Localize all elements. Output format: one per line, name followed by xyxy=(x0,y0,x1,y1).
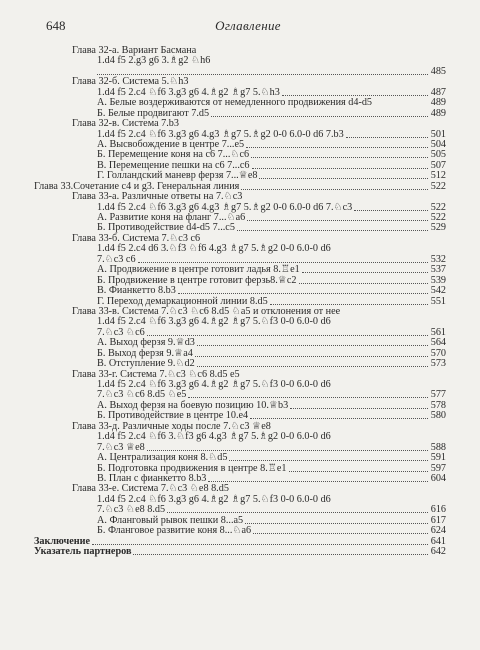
toc-entry-title: Глава 33-е. Система 7.♘c3 ♘e8 8.d5 xyxy=(72,483,229,495)
toc-entry-title: 1.d4 f5 2.c4 ♘f6 3.g3 g6 4.♗g2 ♗g7 5.♘f3 0-0 6.0-0 d6 xyxy=(97,316,331,328)
dot-leader xyxy=(237,230,428,231)
page-header xyxy=(46,18,450,36)
toc-entry-title: А. Продвижение в центре готовит ладья 8.♖e1 xyxy=(97,264,300,276)
toc-entry-title: Б. Продвижение в центре готовит ферзь8.♕c2 xyxy=(97,274,297,286)
dot-leader xyxy=(147,450,428,451)
toc-entry-page: 522 xyxy=(430,212,446,223)
dot-leader xyxy=(147,335,428,336)
dot-leader xyxy=(197,366,428,367)
toc-entry-page: 577 xyxy=(430,389,446,401)
dot-leader xyxy=(167,512,428,513)
dot-leader xyxy=(290,408,428,409)
toc-entry-page: 485 xyxy=(430,65,446,77)
toc-entry-title: 7.♘c3 c6 xyxy=(97,253,136,265)
toc-entry-title: А. Фланговый рывок пешки 8...a5 xyxy=(97,514,244,526)
toc-entry-title: Глава 33-б. Система 7.♘c3 c6 xyxy=(72,232,201,244)
dot-leader xyxy=(211,116,428,117)
toc-entry-page: 532 xyxy=(430,253,446,265)
toc-entry xyxy=(0,286,480,296)
toc-entry-page: 507 xyxy=(430,159,446,171)
toc-entry xyxy=(0,328,480,338)
toc-entry-page: 564 xyxy=(430,337,446,349)
dot-leader xyxy=(246,147,428,148)
toc-entry-title: А. Выход ферзя 9.♕d3 xyxy=(97,337,195,349)
toc-entry-title: 7.♘c3 ♘c6 8.d5 ♘e5 xyxy=(97,389,187,401)
dot-leader xyxy=(302,272,428,273)
dot-leader xyxy=(188,397,428,398)
toc-entry xyxy=(0,98,480,108)
toc-entry xyxy=(0,443,480,453)
toc-entry-page: 504 xyxy=(430,138,446,150)
toc-entry-page: 588 xyxy=(430,441,446,453)
toc-entry-title: Глава 33-в. Система 7.♘c3 ♘c6 8.d5 ♘a5 и отклонения от нее xyxy=(72,305,341,317)
toc-entry-title: Б. Противодействие в центре 10.e4 xyxy=(97,410,249,422)
toc-entry-page: 522 xyxy=(430,201,446,213)
toc-entry xyxy=(0,56,480,66)
toc-entry-title: А. Высвобождение в центре 7...e5 xyxy=(97,138,245,150)
dot-leader xyxy=(245,523,428,524)
toc-entry-title: В. План с фианкетто 8.b3 xyxy=(97,472,207,484)
toc-entry-title: Глава 33-д. Различные ходы после 7.♘c3 ♕e8 xyxy=(72,420,271,432)
toc-entry-title: 7.♘c3 ♘e8 8.d5 xyxy=(97,504,166,516)
dot-leader xyxy=(251,157,428,158)
toc-entry-title: 1.d4 f5 2.c4 ♘f6 3.g3 g6 4.♗g2 ♗g7 5.♘f3 0-0 6.0-0 d6 xyxy=(97,493,331,505)
toc-entry-page: 604 xyxy=(430,472,446,484)
toc-entry-title: 1.d4 f5 2.c4 ♘f6 3.g3 g6 4.♗g2 ♗g7 5.♘h3 xyxy=(97,86,280,98)
toc-entry-page: 501 xyxy=(430,128,446,140)
toc-entry-title: Глава 32-а. Вариант Басмана xyxy=(72,45,197,56)
dot-leader xyxy=(252,168,429,169)
toc-entry-title: Глава 33-г. Система 7.♘c3 ♘c6 8.d5 e5 xyxy=(72,368,240,380)
toc-entry-page: 616 xyxy=(430,504,446,516)
toc-entry-title: А. Развитие коня на фланг 7...♘a6 xyxy=(97,212,246,223)
dot-leader xyxy=(197,345,428,346)
toc-entry-title: Б. Выход ферзя 9.♕a4 xyxy=(97,347,193,359)
toc-entry xyxy=(0,192,480,202)
toc-entry-title: В. Фианкетто 8.b3 xyxy=(97,285,176,297)
toc-entry-page: 489 xyxy=(430,107,446,119)
dot-leader xyxy=(270,304,428,305)
toc-entry-title: 1.d4 f5 2.c4 ♘f6 3.g3 g6 4.g3 ♗g7 5.♗g2 0-0 6.0-0 d6 7.b3 xyxy=(97,128,344,140)
toc-entry-page: 580 xyxy=(430,410,446,422)
running-title: Оглавление xyxy=(215,18,281,33)
toc-entry xyxy=(0,213,480,223)
toc-entry xyxy=(0,464,480,474)
dot-leader xyxy=(133,554,428,555)
dot-leader xyxy=(282,95,428,96)
toc-entry-title: 7.♘c3 ♕e8 xyxy=(97,441,145,453)
dot-leader xyxy=(247,220,428,221)
toc-entry-page: 561 xyxy=(430,326,446,338)
dot-leader xyxy=(195,356,428,357)
dot-leader xyxy=(229,460,428,461)
toc-entry-page: 624 xyxy=(430,525,446,537)
toc-entry-title: Г. Голландский маневр ферзя 7...♕e8 xyxy=(97,170,258,182)
toc-entry-page: 489 xyxy=(430,97,446,109)
toc-entry-title: 7.♘c3 ♘c6 xyxy=(97,326,145,338)
toc-entry-title: 1.d4 f5 2.c4 ♘f6 3.g3 g6 4.g3 ♗g7 5.♗g2 0-0 6.0-0 d6 7.♘c3 xyxy=(97,201,353,213)
toc-entry-title: 1.d4 f5 2.c4 ♘f6 3.g3 g6 4.♗g2 ♗g7 5.♘f3 0-0 6.0-0 d6 xyxy=(97,379,331,390)
toc-entry-page: 551 xyxy=(430,295,446,307)
toc-entry xyxy=(0,349,480,359)
toc-entry-title: Б. Фланговое развитие коня 8...♘a6 xyxy=(97,525,252,537)
toc-entry-title: 1.d4 f5 2.c4 d6 3.♘f3 ♘f6 4.g3 ♗g7 5.♗g2 0-0 6.0-0 d6 xyxy=(97,243,331,255)
toc-entry-page: 542 xyxy=(430,285,446,297)
toc-entry xyxy=(0,453,480,463)
toc-entry-page: 578 xyxy=(430,399,446,411)
toc-entry-title: Глава 33.Сочетание c4 и g3. Генеральная линия xyxy=(34,180,240,192)
toc-entry xyxy=(0,526,480,536)
toc-entry-title: Б. Противодействие d4-d5 7...c5 xyxy=(97,222,235,234)
toc-entry-page: 641 xyxy=(430,535,446,547)
toc-entry xyxy=(0,338,480,348)
toc-entry-title: 1.d4 f5 2.c4 ♘f6 3.♘f3 g6 4.g3 ♗g7 5.♗g2 0-0 6.0-0 d6 xyxy=(97,431,331,443)
toc-entry-page: 597 xyxy=(430,462,446,474)
dot-leader xyxy=(289,471,428,472)
toc-entry-title: Б. Белые продвигают 7.d5 xyxy=(97,107,210,119)
toc-entry-page: 522 xyxy=(430,180,446,192)
toc-entry-page: 573 xyxy=(430,358,446,370)
toc-entry-page: 539 xyxy=(430,274,446,286)
toc-entry xyxy=(0,547,480,557)
toc-entry-page: 505 xyxy=(430,149,446,161)
toc-entry-title: А. Централизация коня 8.♘d5 xyxy=(97,452,228,464)
toc-entry-page: 537 xyxy=(430,264,446,276)
toc-entry-title: Глава 32-в. Система 7.b3 xyxy=(72,118,179,130)
toc-entry-title: 1.d4 f5 2.g3 g6 3.♗g2 ♘h6 xyxy=(97,55,211,67)
dot-leader xyxy=(253,533,428,534)
toc-entry xyxy=(0,432,480,442)
toc-entry-page: 529 xyxy=(430,222,446,234)
toc-entry-page: 487 xyxy=(430,86,446,98)
toc-entry xyxy=(0,276,480,286)
dot-leader xyxy=(208,481,428,482)
dot-leader xyxy=(346,137,428,138)
toc-entry-title: Б. Перемещение коня на с6 7...♘c6 xyxy=(97,149,250,161)
dot-leader xyxy=(138,262,428,263)
dot-leader xyxy=(178,293,428,294)
toc-entry xyxy=(0,119,480,129)
toc-entry xyxy=(0,495,480,505)
toc-entry-title: Указатель партнеров xyxy=(34,546,132,557)
dot-leader xyxy=(250,418,428,419)
page-number: 648 xyxy=(46,18,66,33)
dot-leader xyxy=(259,178,428,179)
toc-entry xyxy=(0,317,480,327)
toc-entry-page: 512 xyxy=(430,170,446,182)
toc-entry-page: 570 xyxy=(430,347,446,359)
dot-leader xyxy=(354,210,428,211)
toc-entry-title: В. Отступление 9.♘d2 xyxy=(97,358,195,370)
toc-entry-page: 617 xyxy=(430,514,446,526)
toc-entry-title: А. Выход ферзя на боевую позицию 10.♕b3 xyxy=(97,399,289,411)
toc-entry xyxy=(0,359,480,369)
table-of-contents xyxy=(0,46,480,557)
toc-entry-title: В. Перемещение пешки на с6 7...c6 xyxy=(97,159,250,171)
toc-entry xyxy=(0,380,480,390)
dot-leader xyxy=(241,189,428,190)
toc-entry xyxy=(0,244,480,254)
dot-leader xyxy=(299,283,428,284)
toc-entry-title: Заключение xyxy=(34,535,90,547)
dot-leader xyxy=(92,544,428,545)
toc-entry-page: 591 xyxy=(430,452,446,464)
toc-entry xyxy=(0,46,480,56)
dot-leader xyxy=(97,74,428,75)
toc-entry-title: Г. Переход демаркационной линии 8.d5 xyxy=(97,295,268,307)
toc-entry-title: Глава 32-б. Система 5.♘h3 xyxy=(72,76,189,88)
toc-entry-page: 642 xyxy=(430,546,446,557)
toc-entry-title: Глава 33-а. Различные ответы на 7.♘c3 xyxy=(72,191,243,203)
toc-entry-title: Б. Подготовка продвижения в центре 8.♖e1 xyxy=(97,462,287,474)
toc-entry-title: А. Белые воздерживаются от немедленного продвижения d4-d5 xyxy=(97,97,373,109)
